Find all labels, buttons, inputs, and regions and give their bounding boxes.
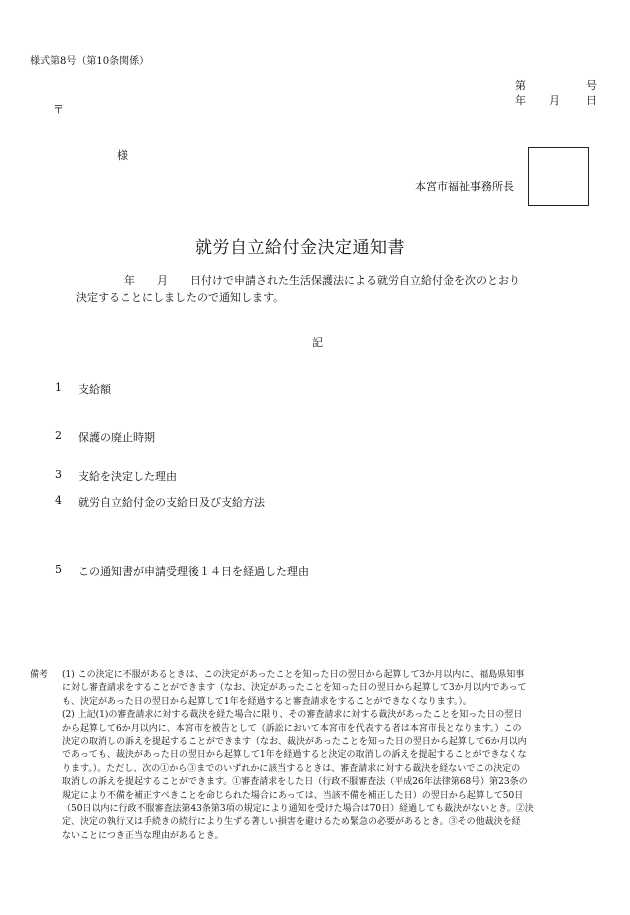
note-line: ないことにつき正当な理由があるとき。: [62, 830, 224, 841]
item-label: 保護の廃止時期: [78, 431, 155, 444]
number-go: 号: [586, 79, 597, 92]
item-label: この通知書が申請受理後１４日を経過した理由: [78, 565, 309, 578]
page-title: 就労自立給付金決定通知書: [195, 238, 405, 258]
note-line: (1) この決定に不服があるときは、この決定があったことを知った日の翌日から起算して3か月以内に、福島県知事: [62, 670, 525, 680]
intro-line-2: 決定することにしましたので通知します。: [76, 291, 285, 304]
item-number: 4: [55, 494, 62, 507]
number-dai: 第: [515, 79, 526, 92]
form-number: 様式第8号（第10条関係）: [30, 56, 150, 67]
date-year: 年: [515, 94, 526, 107]
note-line: であっても、裁決があった日の翌日から起算して1年を経過すると決定の取消しの訴えを提起することができなくな: [62, 750, 527, 761]
ki-heading: 記: [312, 336, 323, 349]
date-month: 月: [549, 94, 560, 107]
note-line: 取消しの訴えを提起することができます。①審査請求をした日（行政不服審査法（平成26年法律第68号）第23条の: [62, 777, 528, 788]
note-line: (2) 上記(1)の審査請求に対する裁決を経た場合に限り、その審査請求に対する裁決があったことを知った日の翌日: [62, 710, 523, 721]
item-number: 3: [55, 468, 62, 481]
notes-label: 備考: [30, 670, 49, 680]
recipient-honorific: 様: [117, 149, 128, 162]
item-number: 1: [55, 381, 62, 394]
note-line: 定、決定の執行又は手続きの続行により生ずる著しい損害を避けるため緊急の必要があるとき。③その他裁決を経: [62, 817, 521, 828]
item-label: 支給を決定した理由: [78, 470, 177, 483]
note-line: （50日以内に行政不服審査法第43条第3項の規定により通知を受けた場合は70日）経過しても裁決がないとき。②決: [62, 804, 534, 815]
item-label: 就労自立給付金の支給日及び支給方法: [78, 496, 265, 509]
note-line: ります。）。ただし、次の①から③までのいずれかに該当するときは、審査請求に対する裁決を経ないでこの決定の: [62, 763, 521, 774]
intro-line-1: 年 月 日付けで申請された生活保護法による就労自立給付金を次のとおり: [124, 274, 520, 287]
postal-mark: 〒: [53, 103, 64, 116]
item-number: 5: [55, 563, 62, 576]
notes-section: [30, 669, 610, 843]
note-line: 規定により不備を補正すべきことを命じられた場合にあっては、当該不備を補正した日）の翌日から起算して50日: [62, 790, 524, 801]
note-line: 決定の取消しの訴えを提起することができます（なお、裁決があったことを知った日の翌日から起算して6か月以内: [62, 737, 527, 748]
seal-box: [528, 147, 589, 206]
item-label: 支給額: [78, 383, 111, 396]
item-number: 2: [55, 429, 62, 442]
issuer-name: 本宮市福祉事務所長: [415, 180, 514, 193]
date-day: 日: [586, 94, 597, 107]
note-line: に対し審査請求をすることができます（なお、決定があったことを知った日の翌日から起算して3か月以内であって: [62, 683, 527, 694]
note-line: も、決定があった日の翌日から起算して1年を経過すると審査請求をすることができなくなります。）。: [62, 696, 472, 707]
note-line: から起算して6か月以内に、本宮市を被告として（訴訟において本宮市を代表する者は本宮市長となります。）この: [62, 723, 522, 734]
